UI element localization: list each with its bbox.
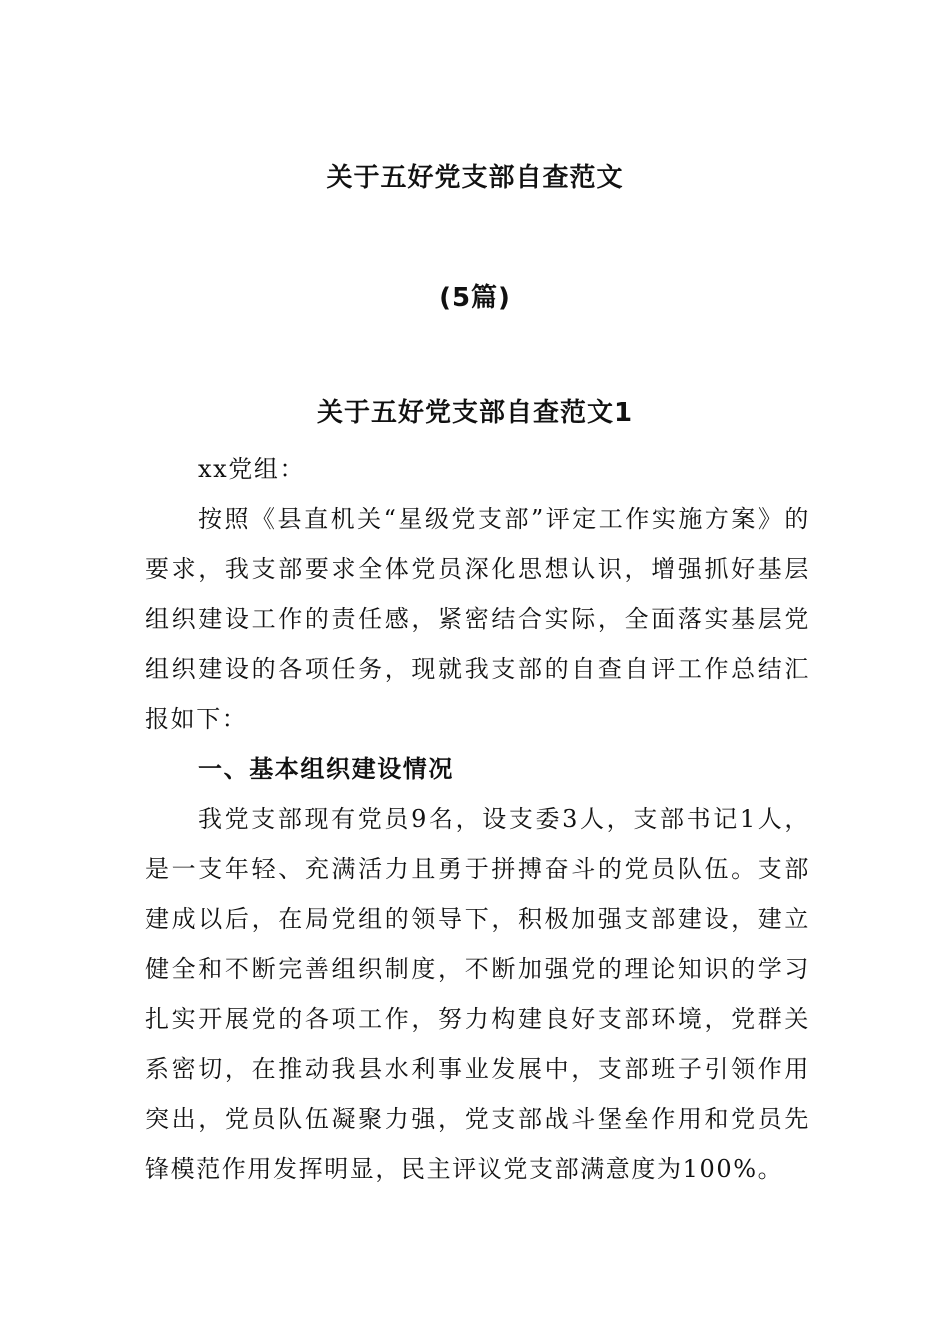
document-count: (5篇): [439, 283, 511, 313]
paragraph-intro: 按照《县直机关“星级党支部”评定工作实施方案》的要求，我支部要求全体党员深化思想认识，增强抓好基层组织建设工作的责任感，紧密结合实际，全面落实基层党组织建设的各项任务，现就我支部的自查自评工作总结汇报如下：: [145, 505, 810, 733]
section-heading: 一、基本组织建设情况: [198, 755, 454, 783]
document-title: 关于五好党支部自查范文: [326, 163, 624, 193]
salutation: xx党组：: [198, 455, 306, 483]
paragraph-organization: 我党支部现有党员9名，设支委3人，支部书记1人，是一支年轻、充满活力且勇于拼搏奋斗的党员队伍。支部建成以后，在局党组的领导下，积极加强支部建设，建立健全和不断完善组织制度，不断加强党的理论知识的学习扎实开展党的各项工作，努力构建良好支部环境，党群关系密切，在推动我县水利事业发展中，支部班子引领作用突出，党员队伍凝聚力强，党支部战斗堡垒作用和党员先锋模范作用发挥明显，民主评议党支部满意度为100%。: [145, 805, 810, 1183]
document-body: [145, 444, 810, 1194]
section-title: 关于五好党支部自查范文1: [316, 398, 634, 428]
